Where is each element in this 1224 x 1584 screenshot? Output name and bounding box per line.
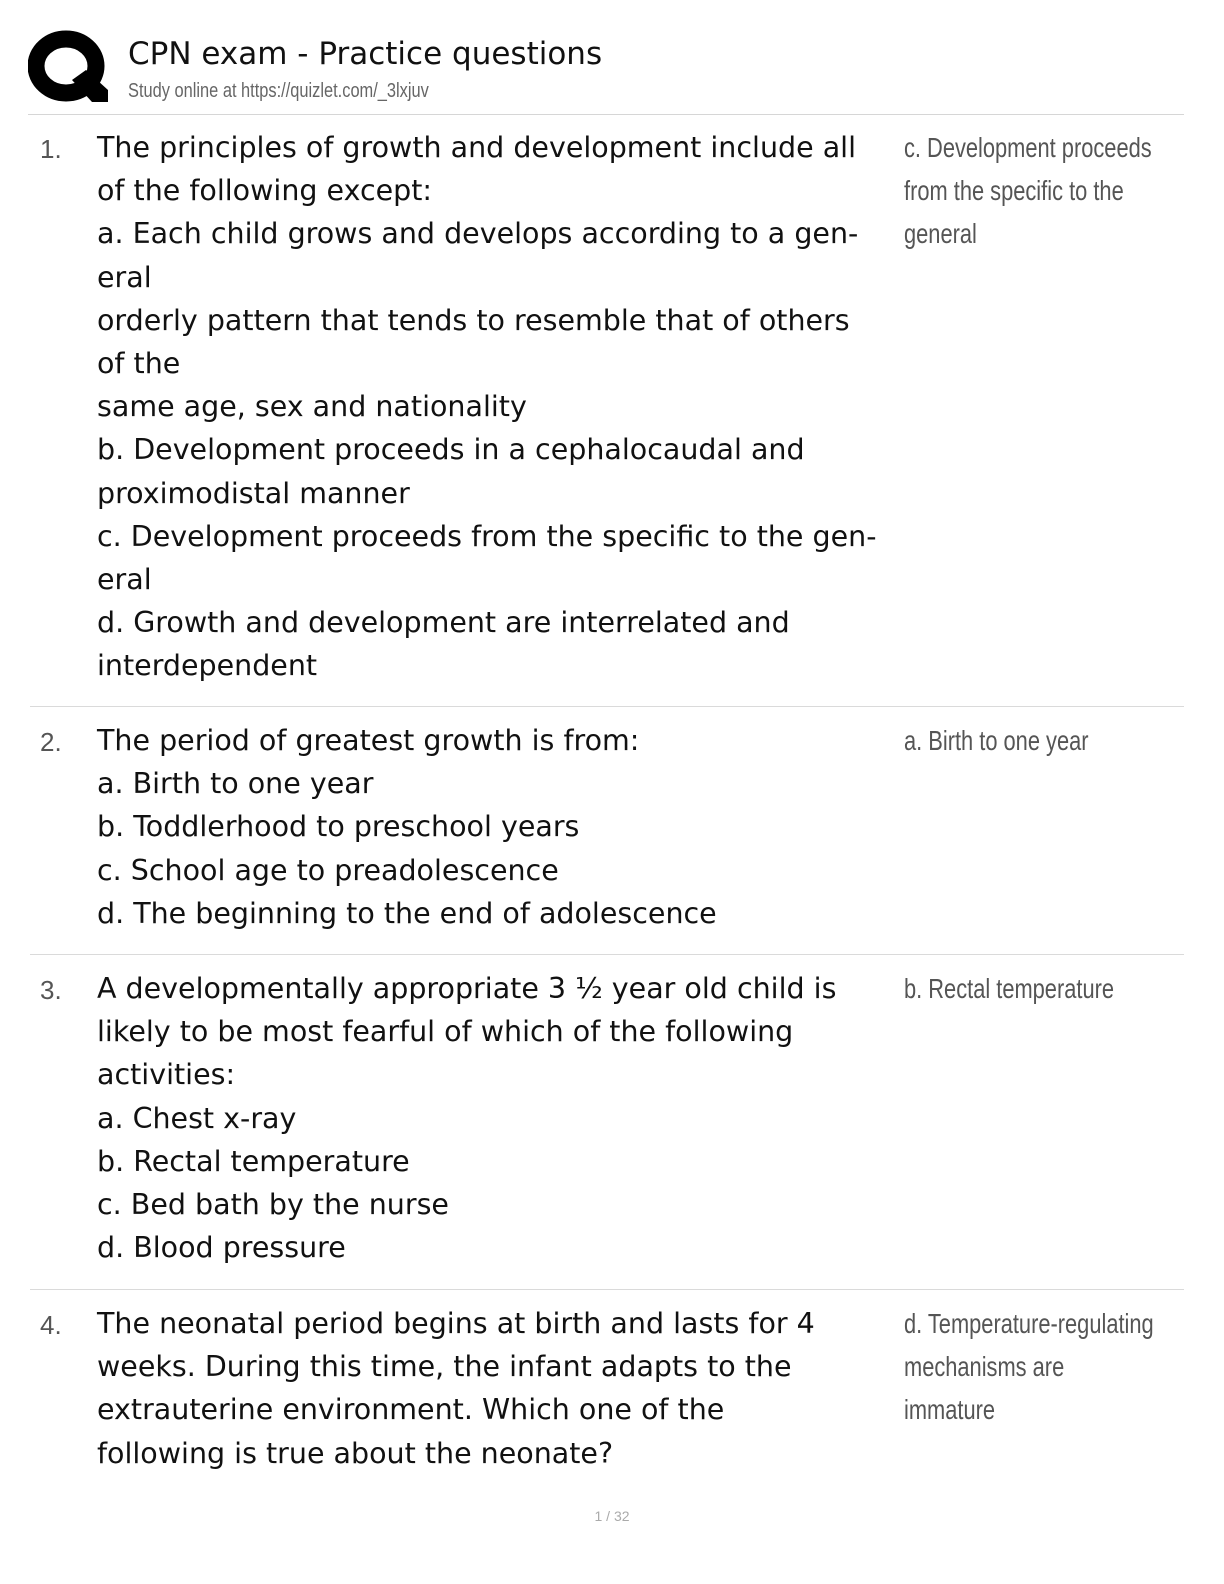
question-line: A developmentally appropriate 3 ½ year old child is	[97, 972, 837, 1005]
question-list	[30, 114, 1184, 1490]
answer-text	[904, 126, 1161, 255]
answer-text	[904, 967, 1161, 1010]
question-line: b. Toddlerhood to preschool years	[97, 810, 580, 844]
page-header	[28, 28, 1184, 115]
question-line: c. Bed bath by the nurse	[97, 1188, 449, 1222]
question-line: of the following except:	[97, 174, 433, 208]
question-line: eral	[97, 563, 152, 597]
question-text	[97, 967, 897, 1269]
question-line: c. Development proceeds from the specific to the gen-	[97, 519, 877, 553]
answer-line: b. Rectal temperature	[904, 973, 1115, 1004]
question-line: same age, sex and nationality	[97, 390, 527, 424]
answer-text	[904, 1302, 1161, 1431]
question-line: proximodistal manner	[97, 476, 410, 510]
question-row	[30, 707, 1184, 955]
question-line: interdependent	[97, 649, 318, 683]
question-line: following is true about the neonate?	[97, 1436, 614, 1470]
question-line: d. Growth and development are interrelated and	[97, 606, 790, 640]
document-title: CPN exam - Practice questions	[128, 36, 603, 72]
question-number: 2.	[40, 727, 62, 757]
question-text	[97, 719, 897, 935]
question-text	[97, 1302, 897, 1475]
answer-line: immature	[904, 1394, 996, 1425]
question-line: activities:	[97, 1058, 236, 1092]
question-line: likely to be most fearful of which of the following	[97, 1015, 794, 1049]
answer-line: general	[904, 218, 977, 249]
question-line: a. Each child grows and develops according to a gen-	[97, 217, 859, 251]
question-line: b. Rectal temperature	[97, 1144, 410, 1178]
question-line: d. Blood pressure	[97, 1231, 346, 1265]
question-line: a. Chest x-ray	[97, 1101, 297, 1135]
question-line: weeks. During this time, the infant adapts to the	[97, 1350, 792, 1384]
question-text	[97, 126, 897, 688]
question-line: The period of greatest growth is from:	[97, 724, 640, 757]
question-line: eral	[97, 260, 152, 294]
study-online-link[interactable]: Study online at https://quizlet.com/_3lxjuv	[128, 80, 429, 102]
question-number: 1.	[40, 134, 62, 164]
question-line: a. Birth to one year	[97, 767, 374, 801]
quizlet-logo-icon	[28, 28, 108, 108]
answer-line: d. Temperature-regulating	[904, 1308, 1154, 1339]
question-number: 4.	[40, 1310, 62, 1340]
answer-line: from the specific to the	[904, 175, 1124, 206]
question-line: d. The beginning to the end of adolescence	[97, 896, 717, 930]
question-line: The principles of growth and development include all	[97, 131, 857, 164]
answer-line: a. Birth to one year	[904, 725, 1089, 756]
answer-line: c. Development proceeds	[904, 132, 1152, 163]
question-line: extrauterine environment. Which one of the	[97, 1393, 725, 1427]
page-number: 1 / 32	[594, 1508, 630, 1524]
question-row	[30, 114, 1184, 707]
question-row	[30, 955, 1184, 1290]
question-line: The neonatal period begins at birth and lasts for 4	[97, 1307, 815, 1340]
question-row	[30, 1290, 1184, 1490]
answer-line: mechanisms are	[904, 1351, 1065, 1382]
question-line: of the	[97, 347, 181, 381]
question-line: orderly pattern that tends to resemble that of others	[97, 303, 850, 337]
answer-text	[904, 719, 1161, 762]
question-number: 3.	[40, 975, 62, 1005]
question-line: b. Development proceeds in a cephalocaudal and	[97, 433, 805, 467]
question-line: c. School age to preadolescence	[97, 853, 559, 887]
